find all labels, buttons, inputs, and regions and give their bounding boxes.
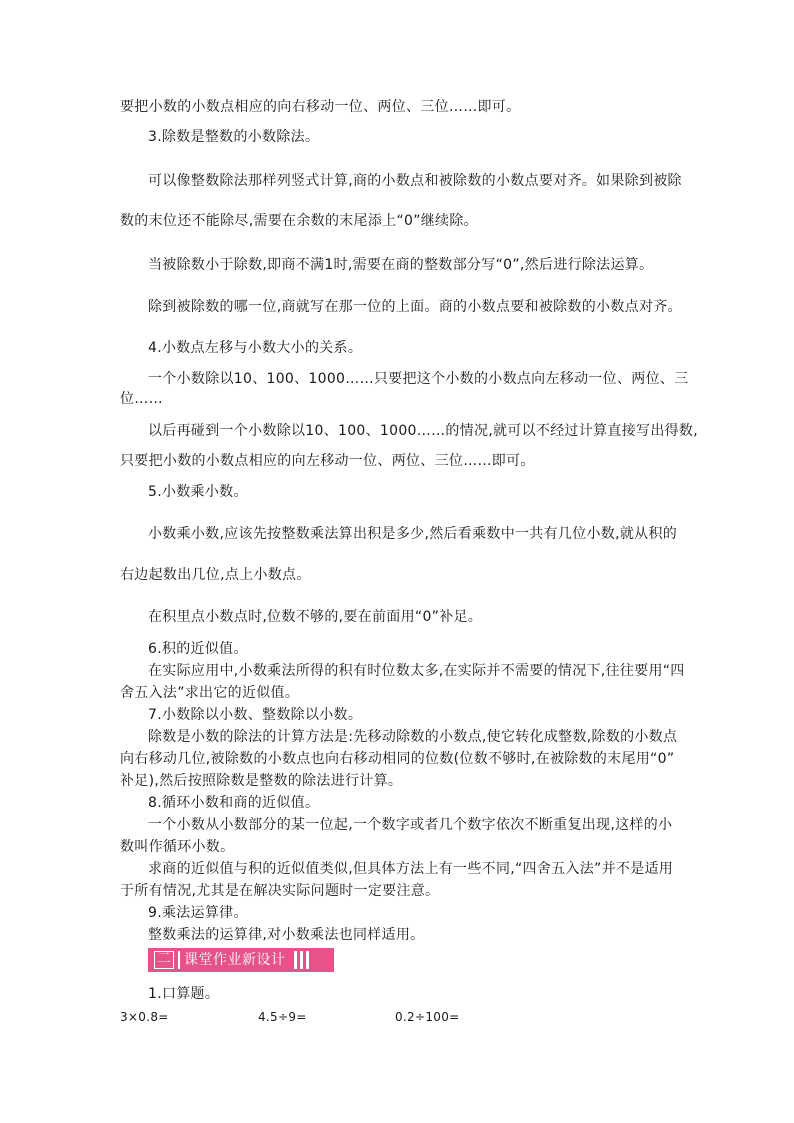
section-banner bbox=[148, 948, 334, 972]
text-line: 位…… bbox=[120, 391, 163, 407]
text-line: 求商的近似值与积的近似值类似,但具体方法上有一些不同,“四舍五入法”并不是适用 bbox=[148, 861, 674, 877]
text-line: 舍五入法”求出它的近似值。 bbox=[120, 685, 300, 701]
text-line: 数的末位还不能除尽,需要在余数的末尾添上“0”继续除。 bbox=[120, 213, 478, 229]
section-heading: 4.小数点左移与小数大小的关系。 bbox=[148, 340, 363, 356]
divider bbox=[178, 951, 180, 969]
text-line: 以后再碰到一个小数除以10、100、1000……的情况,就可以不经过计算直接写出得数, bbox=[148, 423, 698, 439]
text-line: 在积里点小数点时,位数不够的,要在前面用“0”补足。 bbox=[148, 609, 483, 625]
text-line: 除数是小数的除法的计算方法是:先移动除数的小数点,使它转化成整数,除数的小数点 bbox=[148, 729, 678, 745]
section-title: 课堂作业新设计 bbox=[184, 952, 286, 968]
text-line: 除到被除数的哪一位,商就写在那一位的上面。商的小数点要和被除数的小数点对齐。 bbox=[148, 299, 682, 315]
section-heading: 7.小数除以小数、整数除以小数。 bbox=[148, 707, 363, 723]
exercise-item: 3×0.8= bbox=[120, 1010, 169, 1024]
exercise-item: 4.5÷9= bbox=[258, 1010, 307, 1024]
text-line: 可以像整数除法那样列竖式计算,商的小数点和被除数的小数点要对齐。如果除到被除 bbox=[148, 173, 682, 189]
section-number: 二 bbox=[154, 951, 174, 969]
text-line: 要把小数的小数点相应的向右移动一位、两位、三位……即可。 bbox=[120, 99, 521, 115]
section-heading: 6.积的近似值。 bbox=[148, 641, 248, 657]
section-heading: 9.乘法运算律。 bbox=[148, 905, 248, 921]
text-line: 只要把小数的小数点相应的向左移动一位、两位、三位……即可。 bbox=[120, 453, 535, 469]
exercise-heading: 1.口算题。 bbox=[148, 986, 220, 1002]
section-heading: 5.小数乘小数。 bbox=[148, 484, 248, 500]
text-line: 于所有情况,尤其是在解决实际问题时一定要注意。 bbox=[120, 883, 440, 899]
text-line: 小数乘小数,应该先按整数乘法算出积是多少,然后看乘数中一共有几位小数,就从积的 bbox=[148, 526, 678, 542]
text-line: 补足),然后按照除数是整数的除法进行计算。 bbox=[120, 773, 403, 789]
text-line: 一个小数从小数部分的某一位起,一个数字或者几个数字依次不断重复出现,这样的小 bbox=[148, 817, 673, 833]
text-line: 一个小数除以10、100、1000……只要把这个小数的小数点向左移动一位、两位、三 bbox=[148, 371, 689, 387]
decorative-bars bbox=[294, 951, 309, 969]
text-line: 当被除数小于除数,即商不满1时,需要在商的整数部分写“0”,然后进行除法运算。 bbox=[148, 257, 654, 273]
exercise-item: 0.2÷100= bbox=[395, 1010, 460, 1024]
section-heading: 3.除数是整数的小数除法。 bbox=[148, 129, 320, 145]
text-line: 数叫作循环小数。 bbox=[120, 839, 235, 855]
section-heading: 8.循环小数和商的近似值。 bbox=[148, 795, 320, 811]
text-line: 向右移动几位,被除数的小数点也向右移动相同的位数(位数不够时,在被除数的末尾用“0” bbox=[120, 751, 675, 767]
text-line: 在实际应用中,小数乘法所得的积有时位数太多,在实际并不需要的情况下,往往要用“四 bbox=[148, 663, 685, 679]
text-line: 整数乘法的运算律,对小数乘法也同样适用。 bbox=[148, 927, 425, 943]
text-line: 右边起数出几位,点上小数点。 bbox=[120, 567, 311, 583]
